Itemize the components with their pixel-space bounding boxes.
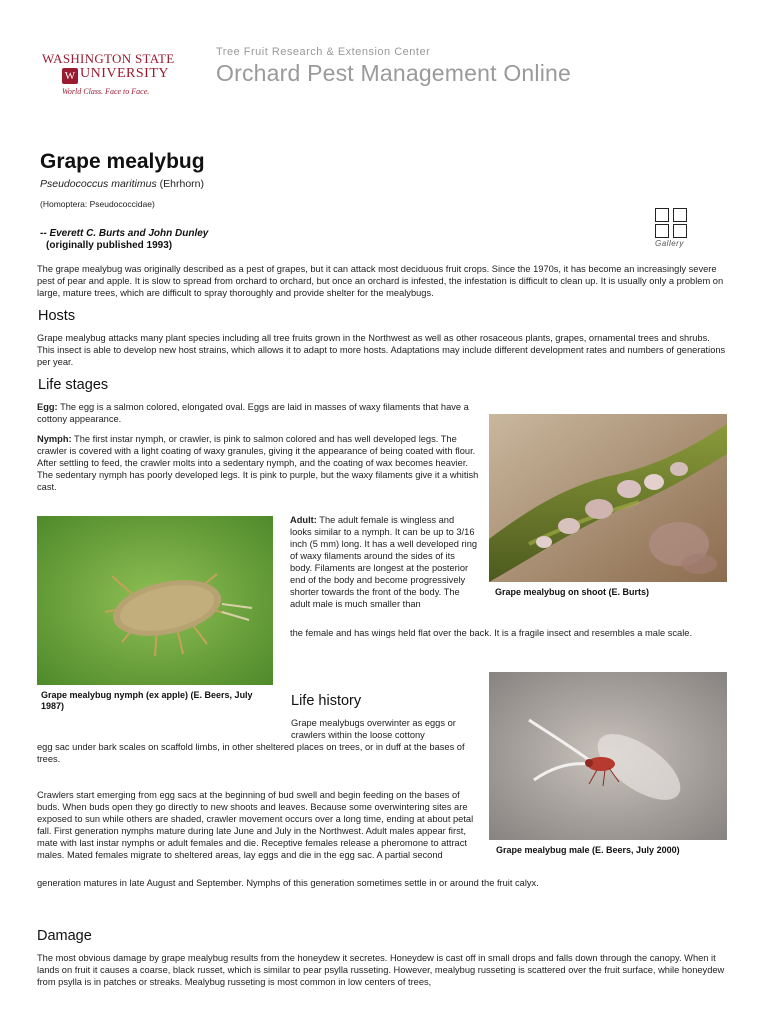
egg-text: The egg is a salmon colored, elongated oval. Eggs are laid in masses of waxy filaments that have a cottony appearance. xyxy=(37,402,469,424)
adult-text: The adult female is wingless and looks similar to a nymph. It can be up to 3/16 inch (5 mm) long. It has a well developed ring of waxy filaments around the sides of its body. Filaments are longest at the posterior end of the body and become progressively shorter towards the front of the body. The adult male is much smaller than xyxy=(290,515,478,609)
male-image xyxy=(489,672,727,840)
nymph-paragraph xyxy=(37,433,485,493)
caption-shoot: Grape mealybug on shoot (E. Burts) xyxy=(495,587,650,597)
nymph-image xyxy=(37,516,273,685)
adult-label: Adult: xyxy=(290,515,317,525)
taxonomic-order: (Homoptera: Pseudococcidae) xyxy=(40,199,155,209)
life-history-paragraph-1: Grape mealybugs overwinter as eggs or crawlers within the loose cottony xyxy=(291,718,456,740)
shoot-image xyxy=(489,414,727,582)
egg-paragraph xyxy=(37,401,479,425)
publication-note: (originally published 1993) xyxy=(46,240,173,251)
hosts-heading: Hosts xyxy=(38,308,76,324)
photo-mealybug-on-shoot[interactable] xyxy=(489,414,727,582)
gallery-link[interactable] xyxy=(655,208,691,248)
gallery-label: Gallery xyxy=(655,239,684,248)
adult-paragraph-continued: the female and has wings held flat over the back. It is a fragile insect and resembles a male scale. xyxy=(290,628,693,638)
intro-paragraph: The grape mealybug was originally described as a pest of grapes, but it can attack most deciduous fruit crops. Since the 1970s, it has become an increasingly severe pest of pear and apple. It is slow to spread from orchard to orchard, but once an orchard is infested, the infestation is difficult to clean up. It is usually only a problem on large, mature trees, which are difficult to spray thoroughly and provide shelter for the mealybugs. xyxy=(37,264,724,298)
gallery-icon xyxy=(655,208,691,238)
site-title[interactable]: Orchard Pest Management Online xyxy=(216,60,572,86)
caption-male: Grape mealybug male (E. Beers, July 2000) xyxy=(496,845,680,855)
wsu-logo-text-bottom[interactable]: UNIVERSITY xyxy=(80,66,169,81)
egg-label: Egg: xyxy=(37,402,58,412)
species-authority: (Ehrhorn) xyxy=(159,178,204,190)
nymph-label: Nymph: xyxy=(37,434,72,444)
wsu-tagline: World Class. Face to Face. xyxy=(62,87,150,96)
photo-mealybug-nymph[interactable] xyxy=(37,516,273,685)
adult-paragraph xyxy=(290,514,478,610)
authors: -- Everett C. Burts and John Dunley xyxy=(40,228,209,239)
life-history-paragraph-2-continued: generation matures in late August and September. Nymphs of this generation sometimes settle in or around the fruit calyx. xyxy=(37,878,539,888)
page-title: Grape mealybug xyxy=(40,150,205,173)
life-history-paragraph-2: Crawlers start emerging from egg sacs at the beginning of bud swell and begin feeding on the bases of buds. When buds open they go directly to new shoots and leaves. Because some overwintering sites are exposed to sun while others are shaded, crawler movement occurs over a long time, ending at about petal fall. First generation nymphs mature during late June and July in the Northwest. Adult males appear first, mate with last instar nymphs or adult females and die. Receptive females release a pheromone to attract males. Mated females migrate to sheltered areas, lay eggs and die in the egg sac. A partial second xyxy=(37,790,474,860)
photo-mealybug-male[interactable] xyxy=(489,672,727,840)
life-history-heading: Life history xyxy=(291,693,362,709)
damage-heading: Damage xyxy=(37,928,92,944)
scientific-name xyxy=(40,178,204,190)
cougar-head-icon: W xyxy=(62,68,78,84)
wsu-logo-text-top[interactable]: WASHINGTON STATE xyxy=(42,51,175,66)
damage-paragraph: The most obvious damage by grape mealybug results from the honeydew it secretes. Honeydew is cast off in small drops and falls down through the canopy. When it lands on fruit it causes a coarse, black russet, which is similar to pear psylla russeting. However, mealybug russeting is scattered over the fruit surface, while honeydew from psylla is in patches or streaks. Mealybug russeting is most common in low centers of trees, xyxy=(37,953,725,987)
header-subtitle[interactable]: Tree Fruit Research & Extension Center xyxy=(216,46,431,58)
nymph-text: The first instar nymph, or crawler, is pink to salmon colored and has well developed legs. The crawler is covered with a light coating of waxy granules, giving it the appearance of being coated with flour. After settling to feed, the crawler molts into a sedentary nymph, and the coating of wax becomes heavier. The sedentary nymph has poorly developed legs. It is pink to purple, but the waxy filaments give it a whitish cast. xyxy=(37,434,479,492)
species-name: Pseudococcus maritimus xyxy=(40,178,157,190)
life-history-paragraph-1-continued: egg sac under bark scales on scaffold limbs, in other sheltered places on trees, or in duff at the bases of trees. xyxy=(37,742,465,764)
life-stages-heading: Life stages xyxy=(38,377,109,393)
hosts-paragraph: Grape mealybug attacks many plant species including all tree fruits grown in the Northwest as well as other rosaceous plants, grapes, ornamental trees and shrubs. This insect is able to develop new host strains, which allows it to adapt to more hosts. Adaptations may include different development rates and numbers of generations per year. xyxy=(37,333,726,367)
caption-nymph: Grape mealybug nymph (ex apple) (E. Beers, July 1987) xyxy=(41,690,253,711)
